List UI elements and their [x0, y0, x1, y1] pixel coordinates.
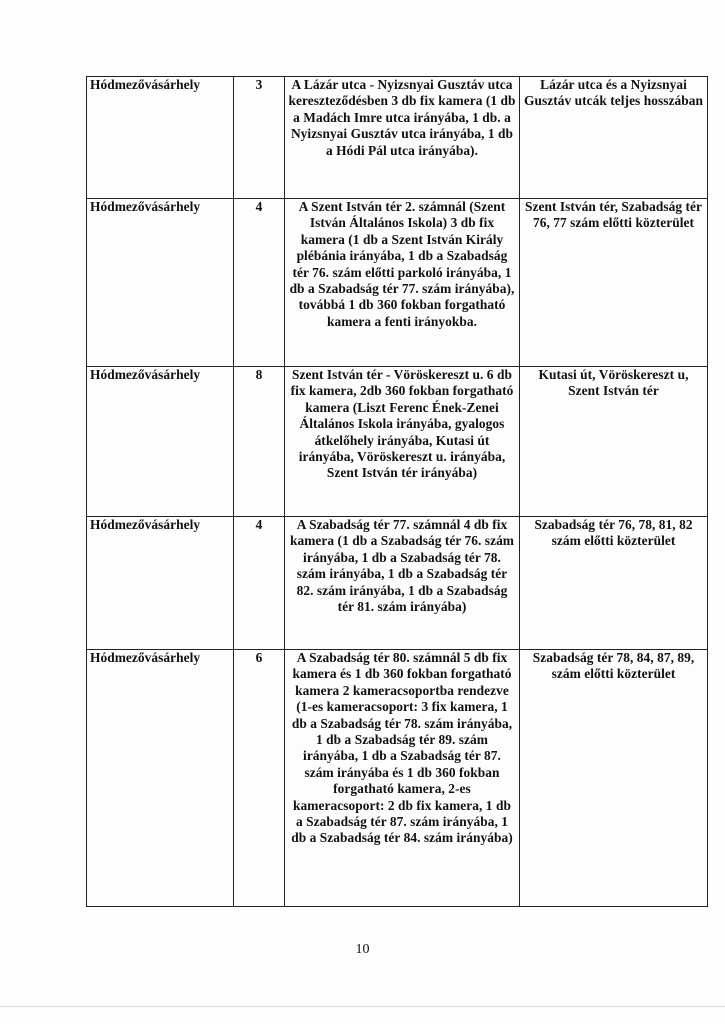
monitored-area-cell: Szent István tér, Szabadság tér 76, 77 szám előtti közterület — [520, 199, 708, 367]
camera-count-cell: 4 — [234, 517, 285, 650]
monitored-area-cell: Szabadság tér 76, 78, 81, 82 szám előtti közterület — [520, 517, 708, 650]
camera-description-cell: A Lázár utca - Nyizsnyai Gusztáv utca kereszteződésben 3 db fix kamera (1 db a Madách Imre utca irányába, 1 db. a Nyizsnyai Gusztáv utca irányába, 1 db a Hódi Pál utca irányába). — [285, 77, 520, 199]
city-cell: Hódmezővásárhely — [87, 199, 234, 367]
camera-description-cell: A Szabadság tér 80. számnál 5 db fix kamera és 1 db 360 fokban forgatható kamera 2 kameracsoportba rendezve (1-es kameracsoport: 3 fix kamera, 1 db a Szabadság tér 78. szám irányába, 1 db a Szabadság tér 89. szám irányába, 1 db a Szabadság tér 87. szám irányába és 1 db 360 fokban forgatható kamera, 2-es kameracsoport: 2 db fix kamera, 1 db a Szabadság tér 87. szám irányába, 1 db a Szabadság tér 84. szám irányába) — [285, 650, 520, 907]
camera-table — [86, 76, 708, 907]
monitored-area-cell: Lázár utca és a Nyizsnyai Gusztáv utcák teljes hosszában — [520, 77, 708, 199]
table-row — [87, 77, 708, 199]
camera-description-cell: A Szent István tér 2. számnál (Szent István Általános Iskola) 3 db fix kamera (1 db a Szent István Király plébánia irányába, 1 db a Szabadság tér 76. szám előtti parkoló irányába, 1 db a Szabadság tér 77. szám irányába), továbbá 1 db 360 fokban forgatható kamera a fenti irányokba. — [285, 199, 520, 367]
table-row — [87, 367, 708, 517]
city-cell: Hódmezővásárhely — [87, 650, 234, 907]
city-cell: Hódmezővásárhely — [87, 367, 234, 517]
table-row — [87, 199, 708, 367]
camera-count-cell: 3 — [234, 77, 285, 199]
camera-count-cell: 4 — [234, 199, 285, 367]
monitored-area-cell: Szabadság tér 78, 84, 87, 89, szám előtti közterület — [520, 650, 708, 907]
camera-count-cell: 6 — [234, 650, 285, 907]
camera-count-cell: 8 — [234, 367, 285, 517]
city-cell: Hódmezővásárhely — [87, 77, 234, 199]
table-row — [87, 650, 708, 907]
camera-description-cell: Szent István tér - Vöröskereszt u. 6 db fix kamera, 2db 360 fokban forgatható kamera (Liszt Ferenc Ének-Zenei Általános Iskola irányába, gyalogos átkelőhely irányába, Kutasi út irányába, Vöröskereszt u. irányába, Szent István tér irányába) — [285, 367, 520, 517]
city-cell: Hódmezővásárhely — [87, 517, 234, 650]
table-row — [87, 517, 708, 650]
page-number: 10 — [355, 942, 370, 957]
camera-description-cell: A Szabadság tér 77. számnál 4 db fix kamera (1 db a Szabadság tér 76. szám irányába, 1 db a Szabadság tér 78. szám irányába, 1 db a Szabadság tér 82. szám irányába, 1 db a Szabadság tér 81. szám irányába) — [285, 517, 520, 650]
monitored-area-cell: Kutasi út, Vöröskereszt u, Szent István tér — [520, 367, 708, 517]
scan-edge-line — [0, 1006, 725, 1007]
